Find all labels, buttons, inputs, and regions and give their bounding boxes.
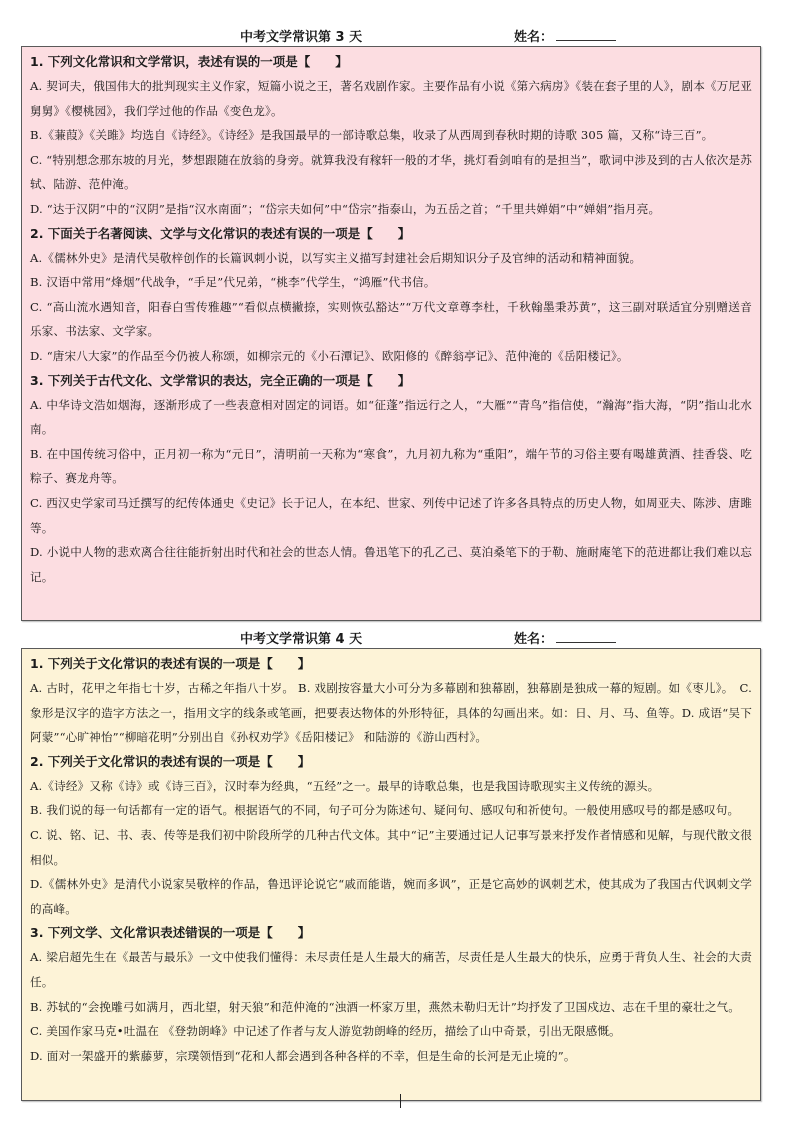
option-b: B. 我们说的每一句话都有一定的语气。根据语气的不同，句子可分为陈述句、疑问句、感叹句和祈使句。一般使用感叹号的都是感叹句。 <box>30 803 740 818</box>
option-b: B. 在中国传统习俗中，正月初一称为“元日”，清明前一天称为“寒食”，九月初九称为“重阳”，端午节的习俗主要有喝雄黄酒、挂香袋、吃粽子、赛龙舟等。 <box>30 446 752 486</box>
day4-title: 中考文学常识第 4 天 <box>240 632 363 647</box>
day4-name-label: 姓名： <box>514 632 554 647</box>
option-b: B.《蒹葭》《关雎》均选自《诗经》。《诗经》是我国最早的一部诗歌总集，收录了从西周到春秋时期的诗歌 305 篇，又称“诗三百”。 <box>30 128 714 143</box>
option-d: D. 面对一架盛开的紫藤萝，宗璞领悟到“花和人都会遇到各种各样的不幸，但是生命的长河是无止境的”。 <box>30 1048 576 1063</box>
day4-header <box>0 625 800 647</box>
option-d: D. 小说中人物的悲欢离合往往能折射出时代和社会的世态人情。鲁迅笔下的孔乙己、莫泊桑笔下的于勒、施耐庵笔下的范进都让我们难以忘记。 <box>30 545 752 584</box>
day3-name-label: 姓名： <box>514 30 554 45</box>
option-c: C. “特别想念那东坡的月光，梦想跟随在放翁的身旁。就算我没有稼轩一般的才华，挑灯看剑咱有的是担当”，歌词中涉及到的古人依次是苏轼、陆游、范仲淹。 <box>30 152 752 192</box>
option-group: A. 古时，花甲之年指七十岁，古稀之年指八十岁。 B. 戏剧按容量大小可分为多幕剧和独幕剧，独幕剧是独成一幕的短剧。如《枣儿》。 C. 象形是汉字的造字方法之一，指用文字的线条或笔画，把要表达物体的外形特征，具体的勾画出来。如：日、月、马、鱼等。D. 成语“吴下阿蒙”“心旷神怡”“柳暗花明”分别出自《孙权劝学》《岳阳楼记》 和陆游的《游山西村》。 <box>30 681 752 745</box>
option-a: A. 契诃夫，俄国伟大的批判现实主义作家，短篇小说之王，著名戏剧作家。主要作品有小说《第六病房》《装在套子里的人》，剧本《万尼亚舅舅》《樱桃园》，我们学过他的作品《变色龙》。 <box>30 79 752 118</box>
option-a: A. 梁启超先生在《最苦与最乐》一文中使我们懂得：未尽责任是人生最大的痛苦，尽责任是人生最大的快乐，应勇于背负人生、社会的大责任。 <box>30 950 752 989</box>
option-b: B. 苏轼的“会挽雕弓如满月，西北望，射天狼”和范仲淹的“浊酒一杯家万里，燕然未勒归无计”均抒发了卫国戍边、志在千里的豪壮之气。 <box>30 999 741 1014</box>
question-stem: 3. 下列关于古代文化、文学常识的表达，完全正确的一项是【 】 <box>30 372 411 388</box>
option-c: C. “高山流水遇知音，阳春白雪传雅趣”“看似点横撇捺，实则恢弘豁达”“万代文章尊李杜，千秋翰墨秉苏黄”，这三副对联适宜分别赠送音乐家、书法家、文学家。 <box>30 299 752 339</box>
option-d: D.《儒林外史》是清代小说家吴敬梓的作品，鲁迅评论说它“戚而能谐，婉而多讽”，正是它高妙的讽刺艺术，使其成为了我国古代讽刺文学的高峰。 <box>30 877 752 916</box>
option-a: A. 中华诗文浩如烟海，逐渐形成了一些表意相对固定的词语。如“征蓬”指远行之人，“大雁”“青鸟”指信使，“瀚海”指大海，“阴”指山北水南。 <box>30 397 752 437</box>
option-c: C. 西汉史学家司马迁撰写的纪传体通史《史记》长于记人，在本纪、世家、列传中记述了许多各具特点的历史人物，如周亚夫、陈涉、唐雎等。 <box>30 495 752 535</box>
day4-name-field[interactable] <box>556 642 616 643</box>
option-d: D. “达于汉阴”中的“汉阴”是指“汉水南面”；“岱宗夫如何”中“岱宗”指泰山，为五岳之首；“千里共婵娟”中“婵娟”指月亮。 <box>30 201 661 216</box>
question-stem: 2. 下列关于文化常识的表述有误的一项是【 】 <box>30 753 311 769</box>
option-c: C. 说、铭、记、书、表、传等是我们初中阶段所学的几种古代文体。其中“记”主要通过记人记事写景来抒发作者情感和见解，与现代散文很相似。 <box>30 827 752 867</box>
option-c: C. 美国作家马克•吐温在 《登勃朗峰》中记述了作者与友人游览勃朗峰的经历，描绘了山中奇景，引出无限感慨。 <box>30 1024 621 1039</box>
day3-name-field[interactable] <box>556 40 616 41</box>
option-a: A.《诗经》又称《诗》或《诗三百》，汉时奉为经典，“五经”之一。最早的诗歌总集，也是我国诗歌现实主义传统的源头。 <box>30 778 660 793</box>
question-stem: 2. 下面关于名著阅读、文学与文化常识的表述有误的一项是【 】 <box>30 225 411 241</box>
day3-question-box <box>21 46 761 621</box>
option-d: D. “唐宋八大家”的作品至今仍被人称颂，如柳宗元的《小石潭记》、欧阳修的《醉翁亭记》、范仲淹的《岳阳楼记》。 <box>30 348 629 363</box>
text-cursor-icon <box>400 1094 401 1108</box>
question-stem: 1. 下列文化常识和文学常识，表述有误的一项是【 】 <box>30 54 348 69</box>
question-stem: 3. 下列文学、文化常识表述错误的一项是【 】 <box>30 925 311 941</box>
day3-header <box>0 23 800 45</box>
day3-title: 中考文学常识第 3 天 <box>240 30 363 45</box>
option-b: B. 汉语中常用“烽烟”代战争，“手足”代兄弟，“桃李”代学生，“鸿雁”代书信。 <box>30 275 436 290</box>
option-a: A.《儒林外史》是清代吴敬梓创作的长篇讽刺小说，以写实主义描写封建社会后期知识分子及官绅的活动和精神面貌。 <box>30 250 642 265</box>
day4-question-box <box>21 648 761 1101</box>
question-stem: 1. 下列关于文化常识的表述有误的一项是【 】 <box>30 656 311 671</box>
